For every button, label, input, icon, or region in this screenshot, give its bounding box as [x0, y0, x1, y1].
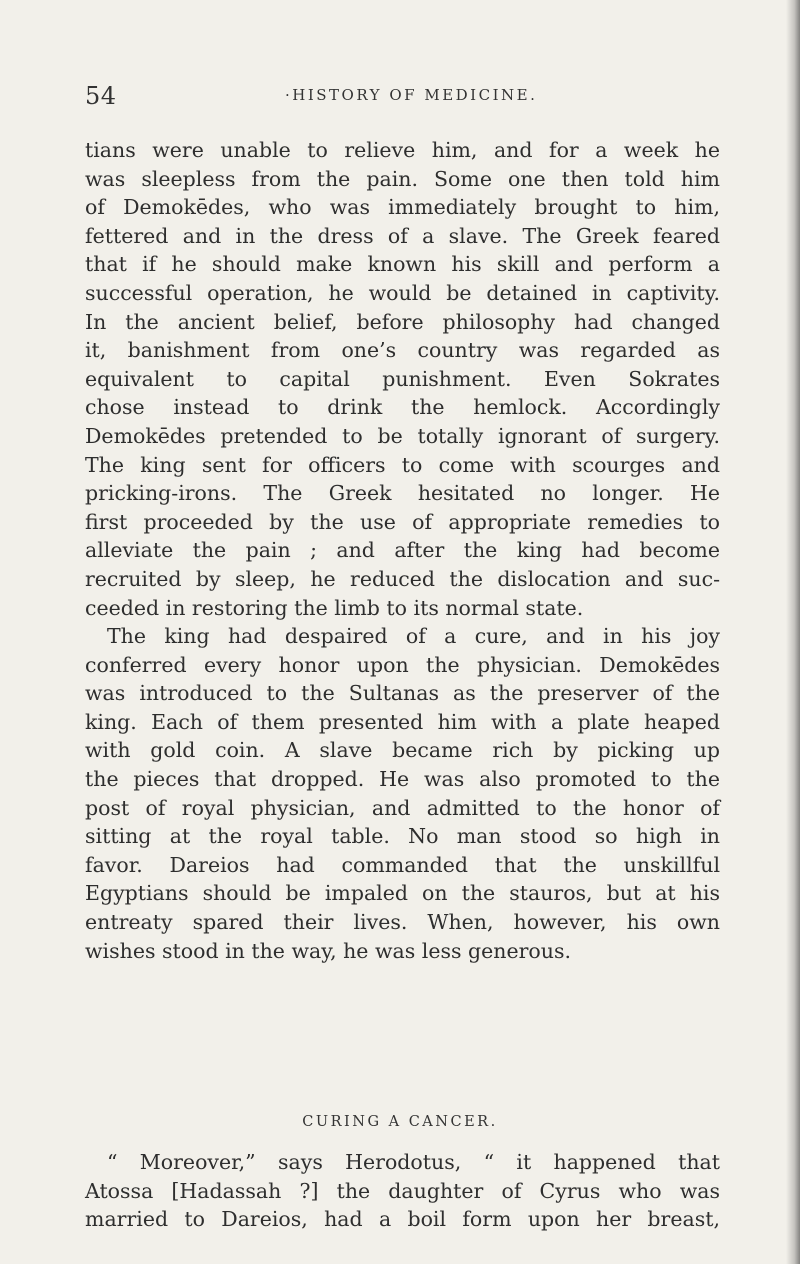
- text-line: first proceeded by the use of appropriate remedies to: [85, 509, 720, 534]
- text-line: the pieces that dropped. He was also promoted to the: [85, 767, 720, 792]
- text-line: The king had despaired of a cure, and in his joy: [107, 624, 720, 649]
- text-line: conferred every honor upon the physician. Demokēdes: [85, 652, 720, 677]
- paragraph-2: [85, 622, 720, 965]
- paragraph-3: [85, 1148, 720, 1234]
- text-line: equivalent to capital punishment. Even Sokrates: [85, 366, 720, 391]
- text-line: with gold coin. A slave became rich by picking up: [85, 738, 720, 763]
- text-line: recruited by sleep, he reduced the dislocation and suc-: [85, 566, 720, 591]
- text-line: favor. Dareios had commanded that the unskillful: [85, 852, 720, 877]
- text-line: of Demokēdes, who was immediately brought to him,: [85, 195, 720, 220]
- text-line: Demokēdes pretended to be totally ignorant of surgery.: [85, 423, 720, 448]
- text-line: successful operation, he would be detained in captivity.: [85, 280, 720, 305]
- page-number: 54: [85, 82, 117, 110]
- text-line: The king sent for officers to come with scourges and: [85, 452, 720, 477]
- paragraph-1: [85, 136, 720, 622]
- page-edge-shadow: [786, 0, 800, 1264]
- text-line: was introduced to the Sultanas as the preserver of the: [85, 681, 720, 706]
- text-line: it, banishment from one’s country was regarded as: [85, 338, 720, 363]
- text-line: entreaty spared their lives. When, however, his own: [85, 910, 720, 935]
- text-line: ceeded in restoring the limb to its normal state.: [85, 595, 584, 620]
- running-head: ·HISTORY OF MEDICINE.: [285, 86, 538, 104]
- text-line: sitting at the royal table. No man stood so high in: [85, 824, 720, 849]
- text-line: In the ancient belief, before philosophy had changed: [85, 309, 720, 334]
- text-line: married to Dareios, had a boil form upon her breast,: [85, 1207, 720, 1232]
- text-line: wishes stood in the way, he was less generous.: [85, 938, 571, 963]
- main-text: [85, 136, 720, 965]
- text-line: fettered and in the dress of a slave. The Greek feared: [85, 223, 720, 248]
- section-heading: CURING A CANCER.: [302, 1114, 498, 1130]
- text-line: that if he should make known his skill and perform a: [85, 252, 720, 277]
- text-line: pricking-irons. The Greek hesitated no longer. He: [85, 481, 720, 506]
- text-line: “ Moreover,” says Herodotus, “ it happened that: [107, 1150, 720, 1174]
- text-line: post of royal physician, and admitted to the honor of: [85, 795, 720, 820]
- text-line: alleviate the pain ; and after the king had become: [85, 538, 720, 563]
- page-header: [85, 82, 715, 112]
- text-line: king. Each of them presented him with a plate heaped: [85, 709, 720, 734]
- text-line: Egyptians should be impaled on the stauros, but at his: [85, 881, 720, 906]
- text-line: chose instead to drink the hemlock. Accordingly: [85, 395, 720, 420]
- text-line: Atossa [Hadassah ?] the daughter of Cyrus who was: [85, 1178, 720, 1203]
- text-line: was sleepless from the pain. Some one then told him: [85, 166, 720, 191]
- text-line: tians were unable to relieve him, and for a week he: [85, 138, 720, 162]
